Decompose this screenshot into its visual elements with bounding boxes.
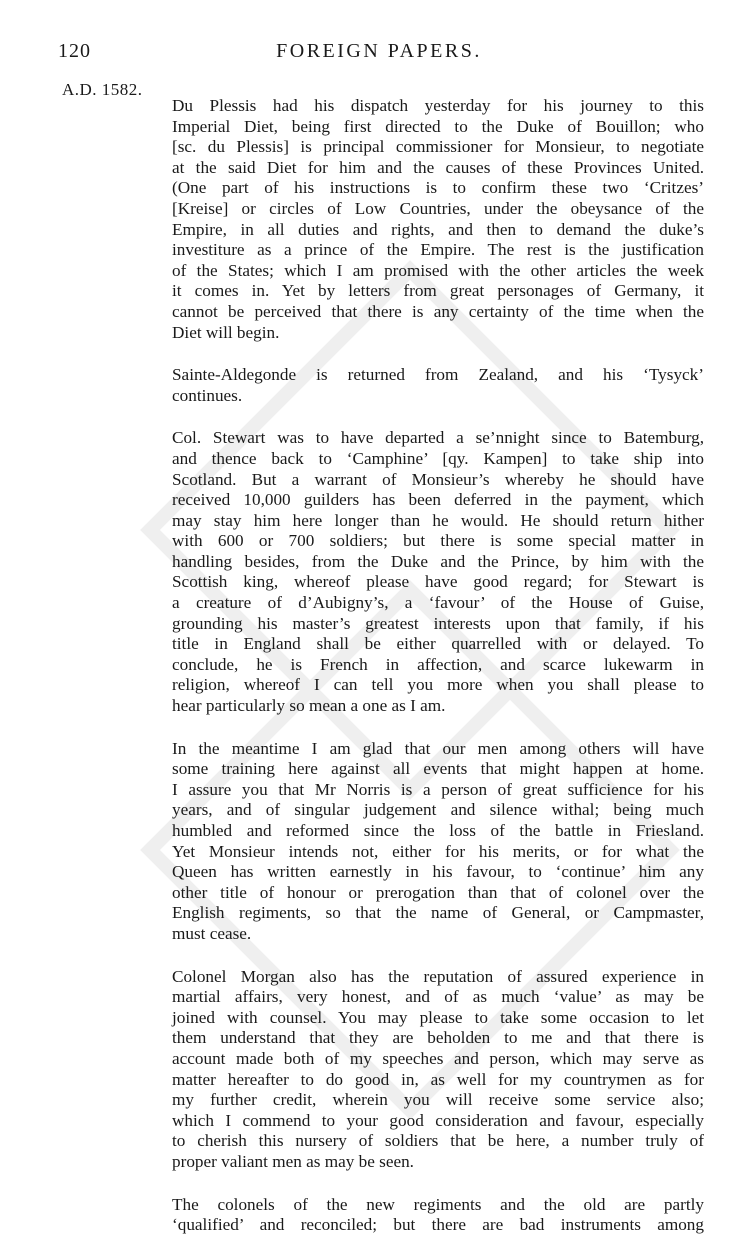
text-line: must cease. bbox=[172, 923, 252, 943]
text-line: martial affairs, very honest, and of as much ‘value’ as may be bbox=[172, 987, 704, 1007]
text-line: Imperial Diet, being first directed to the Duke of Bouillon; who bbox=[172, 116, 704, 136]
text-line: Du Plessis had his dispatch yesterday for his journey to this bbox=[172, 96, 704, 115]
text-line: Queen has written earnestly in his favour, to ‘continue’ him any bbox=[172, 862, 704, 882]
text-line: of the States; which I am promised with the other articles the week bbox=[172, 260, 704, 280]
paragraph bbox=[172, 365, 704, 406]
text-line: it comes in. Yet by letters from great personages of Germany, it bbox=[172, 281, 704, 301]
text-line: ‘qualified’ and reconciled; but there are bad instruments among bbox=[172, 1215, 704, 1235]
text-line: matter hereafter to do good in, as well for my countrymen as for bbox=[172, 1069, 704, 1089]
text-line: joined with counsel. You may please to take some occasion to let bbox=[172, 1007, 704, 1027]
text-line: religion, whereof I can tell you more when you shall please to bbox=[172, 675, 704, 695]
text-line: Diet will begin. bbox=[172, 322, 280, 342]
margin-year: A.D. 1582. bbox=[62, 80, 143, 99]
text-line: English regiments, so that the name of General, or Campmaster, bbox=[172, 903, 704, 923]
text-line: my further credit, wherein you will receive some service also; bbox=[172, 1090, 704, 1110]
text-line: cannot be perceived that there is any certainty of the time when the bbox=[172, 301, 704, 321]
text-line: a creature of d’Aubigny’s, a ‘favour’ of the House of Guise, bbox=[172, 593, 704, 613]
text-line: Scottish king, whereof please have good regard; for Stewart is bbox=[172, 572, 704, 592]
text-line: which I commend to your good consideration and favour, especially bbox=[172, 1110, 704, 1130]
text-line: years, and of singular judgement and silence withal; being much bbox=[172, 800, 704, 820]
text-line: title in England shall be either quarrelled with or delayed. To bbox=[172, 634, 704, 654]
text-line: Sainte-Aldegonde is returned from Zealand, and his ‘Tysyck’ bbox=[172, 365, 704, 385]
text-line: investiture as a prince of the Empire. The rest is the justification bbox=[172, 240, 704, 260]
text-line: [sc. du Plessis] is principal commissioner for Monsieur, to negotiate bbox=[172, 137, 704, 157]
page-number: 120 bbox=[58, 40, 91, 62]
text-line: may stay him here longer than he would. He should return hither bbox=[172, 510, 704, 530]
text-line: them understand that they are beholden to me and that there is bbox=[172, 1028, 704, 1048]
body-text bbox=[172, 96, 704, 1258]
paragraph bbox=[172, 428, 704, 716]
text-line: handling besides, from the Duke and the Prince, by him with the bbox=[172, 551, 704, 571]
text-line: some training here against all events that might happen at home. bbox=[172, 759, 704, 779]
paragraph bbox=[172, 739, 704, 945]
text-line: proper valiant men as may be seen. bbox=[172, 1151, 414, 1171]
text-line: Scotland. But a warrant of Monsieur’s whereby he should have bbox=[172, 469, 704, 489]
text-line: with 600 or 700 soldiers; but there is some special matter in bbox=[172, 531, 704, 551]
text-line: [Kreise] or circles of Low Countries, under the obeysance of the bbox=[172, 198, 704, 218]
text-line: humbled and reformed since the loss of the battle in Friesland. bbox=[172, 821, 704, 840]
text-line: continues. bbox=[172, 385, 243, 405]
paragraph bbox=[172, 96, 704, 343]
page-header bbox=[58, 40, 700, 70]
text-line: Colonel Morgan also has the reputation of assured experience in bbox=[172, 966, 704, 986]
text-line: to cherish this nursery of soldiers that be here, a number truly of bbox=[172, 1131, 704, 1151]
text-line: hear particularly so mean a one as I am. bbox=[172, 696, 446, 716]
running-head: FOREIGN PAPERS. bbox=[276, 40, 482, 62]
text-line: and thence back to ‘Camphine’ [qy. Kampen] to take ship into bbox=[172, 448, 704, 468]
text-line: (One part of his instructions is to confirm these two ‘Critzes’ bbox=[172, 178, 704, 198]
paragraph bbox=[172, 967, 704, 1173]
text-line: at the said Diet for him and the causes of these Provinces United. bbox=[172, 157, 704, 177]
text-line: account made both of my speeches and person, which may serve as bbox=[172, 1048, 704, 1068]
text-line: Col. Stewart was to have departed a se’nnight since to Batemburg, bbox=[172, 428, 704, 448]
text-line: conclude, he is French in affection, and scarce lukewarm in bbox=[172, 654, 704, 674]
text-line: The colonels of the new regiments and the old are partly bbox=[172, 1194, 704, 1214]
text-line: other title of honour or prerogation than that of colonel over the bbox=[172, 882, 704, 902]
text-line: Yet Monsieur intends not, either for his merits, or for what the bbox=[172, 841, 704, 861]
text-line: grounding his master’s greatest interests upon that family, if his bbox=[172, 613, 704, 633]
paragraph bbox=[172, 1195, 704, 1236]
text-line: I assure you that Mr Norris is a person of great sufficience for his bbox=[172, 779, 704, 799]
text-line: Empire, in all duties and rights, and then to demand the duke’s bbox=[172, 219, 704, 239]
text-line: In the meantime I am glad that our men among others will have bbox=[172, 738, 704, 758]
text-line: received 10,000 guilders has been deferred in the payment, which bbox=[172, 490, 704, 510]
